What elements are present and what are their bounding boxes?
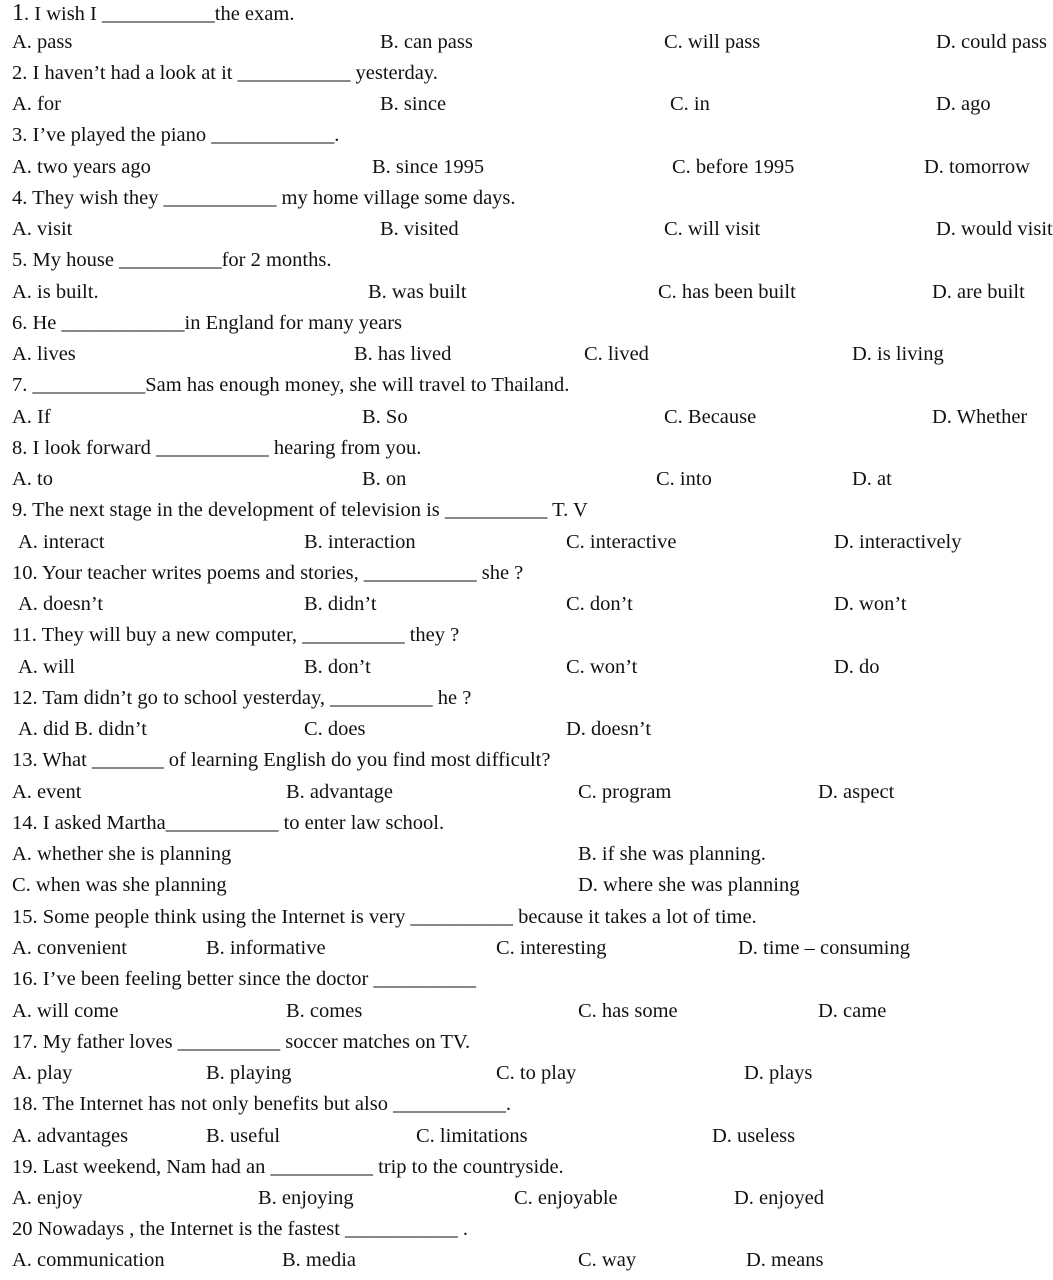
option-a[interactable]: A. doesn’t xyxy=(18,593,104,615)
question-text: 4. They wish they ___________ my home village some days. xyxy=(12,187,516,209)
question-text: 13. What _______ of learning English do you find most difficult? xyxy=(12,749,551,771)
option-c[interactable]: C. does xyxy=(304,718,366,740)
answer-blank[interactable]: ___________ xyxy=(156,437,269,459)
question-3 xyxy=(0,124,1024,155)
question-16 xyxy=(0,968,1024,999)
options-9 xyxy=(0,531,1024,562)
option-b[interactable]: B. enjoying xyxy=(258,1187,354,1209)
question-text: 2. I haven’t had a look at it ___________ yesterday. xyxy=(12,62,438,84)
options-14-row2 xyxy=(0,874,1024,905)
option-c[interactable]: C. interesting xyxy=(496,937,607,959)
option-d[interactable]: D. useless xyxy=(712,1125,796,1147)
option-c[interactable]: C. to play xyxy=(496,1062,577,1084)
answer-blank[interactable]: __________ xyxy=(330,687,433,709)
option-c[interactable]: C. lived xyxy=(584,343,649,365)
option-c[interactable]: C. has some xyxy=(578,1000,678,1022)
question-text: 18. The Internet has not only benefits but also ___________. xyxy=(12,1093,511,1115)
answer-blank[interactable]: __________ xyxy=(119,249,222,271)
question-text: 9. The next stage in the development of television is __________ T. V xyxy=(12,499,588,521)
options-12 xyxy=(0,718,1024,749)
question-text: 20 Nowadays , the Internet is the fastest ___________ . xyxy=(12,1218,469,1240)
option-b[interactable]: B. was built xyxy=(368,281,467,303)
option-d[interactable]: D. could pass xyxy=(936,31,1048,53)
option-a[interactable]: A. will xyxy=(18,656,75,678)
question-text: 8. I look forward ___________ hearing from you. xyxy=(12,437,422,459)
option-a[interactable]: A. communication xyxy=(12,1249,165,1271)
option-d[interactable]: D. would visit xyxy=(936,218,1053,240)
option-b[interactable]: B. useful xyxy=(206,1125,281,1147)
question-text: 11. They will buy a new computer, __________ they ? xyxy=(12,624,460,646)
question-20 xyxy=(0,1218,1024,1249)
answer-blank[interactable]: ___________ xyxy=(393,1093,506,1115)
option-d[interactable]: D. tomorrow xyxy=(924,156,1030,178)
option-d[interactable]: D. ago xyxy=(936,93,991,115)
option-b[interactable]: B. interaction xyxy=(304,531,416,553)
options-15 xyxy=(0,937,1024,968)
options-16 xyxy=(0,1000,1024,1031)
question-text: 7. ___________Sam has enough money, she will travel to Thailand. xyxy=(12,374,570,396)
option-d[interactable]: D. enjoyed xyxy=(734,1187,824,1209)
option-a[interactable]: A. lives xyxy=(12,343,76,365)
option-a[interactable]: A. visit xyxy=(12,218,73,240)
option-a[interactable]: A. enjoy xyxy=(12,1187,83,1209)
option-d[interactable]: D. do xyxy=(834,656,880,678)
options-20 xyxy=(0,1249,1024,1280)
question-text: 10. Your teacher writes poems and stories, ___________ she ? xyxy=(12,562,524,584)
option-c[interactable]: C. interactive xyxy=(566,531,677,553)
question-8 xyxy=(0,437,1024,468)
question-17 xyxy=(0,1031,1024,1062)
option-b[interactable]: B. has lived xyxy=(354,343,452,365)
answer-blank[interactable]: __________ xyxy=(373,968,476,990)
option-b[interactable]: B. So xyxy=(362,406,408,428)
question-13 xyxy=(0,749,1024,780)
question-text: 6. He ____________in England for many years xyxy=(12,312,402,334)
option-a[interactable]: A. play xyxy=(12,1062,73,1084)
option-b[interactable]: B. since 1995 xyxy=(372,156,485,178)
option-b[interactable]: B. since xyxy=(380,93,447,115)
option-b[interactable]: B. playing xyxy=(206,1062,292,1084)
option-d[interactable]: D. at xyxy=(852,468,892,490)
option-a[interactable]: A. whether she is planning xyxy=(12,843,232,865)
answer-blank[interactable]: ____________ xyxy=(211,124,335,146)
answer-blank[interactable]: __________ xyxy=(270,1156,373,1178)
question-text: 17. My father loves __________ soccer matches on TV. xyxy=(12,1031,471,1053)
option-d[interactable]: D. is living xyxy=(852,343,944,365)
answer-blank[interactable]: __________ xyxy=(177,1031,281,1053)
option-c[interactable]: C. enjoyable xyxy=(514,1187,618,1209)
answer-blank[interactable]: __________ xyxy=(302,624,405,646)
option-b[interactable]: B. advantage xyxy=(286,781,394,803)
option-d[interactable]: D. doesn’t xyxy=(566,718,652,740)
question-text: 15. Some people think using the Internet is very __________ because it takes a lot of time. xyxy=(12,906,757,928)
option-c[interactable]: C. will pass xyxy=(664,31,761,53)
option-c[interactable]: C. program xyxy=(578,781,672,803)
question-text: 5. My house __________for 2 months. xyxy=(12,249,332,271)
question-15 xyxy=(0,906,1024,937)
answer-blank[interactable]: __________ xyxy=(444,499,548,521)
answer-blank[interactable]: ___________ xyxy=(102,3,215,25)
answer-blank[interactable]: _______ xyxy=(91,749,164,771)
answer-blank[interactable]: ___________ xyxy=(363,562,477,584)
question-7 xyxy=(0,374,1024,405)
option-c[interactable]: C. Because xyxy=(664,406,757,428)
options-6 xyxy=(0,343,1024,374)
option-a[interactable]: A. If xyxy=(12,406,51,428)
option-a[interactable]: A. two years ago xyxy=(12,156,151,178)
option-b[interactable]: B. media xyxy=(282,1249,357,1271)
options-1 xyxy=(0,31,1048,62)
answer-blank[interactable]: ___________ xyxy=(32,374,146,396)
option-c[interactable]: C. don’t xyxy=(566,593,633,615)
option-a[interactable]: A. will come xyxy=(12,1000,119,1022)
option-b[interactable]: B. informative xyxy=(206,937,326,959)
question-10 xyxy=(0,562,1024,593)
option-c[interactable]: C. before 1995 xyxy=(672,156,795,178)
option-c[interactable]: C. limitations xyxy=(416,1125,528,1147)
answer-blank[interactable]: __________ xyxy=(410,906,514,928)
option-d[interactable]: D. time – consuming xyxy=(738,937,910,959)
options-7 xyxy=(0,406,1028,437)
options-5 xyxy=(0,281,1024,312)
option-a-b[interactable]: A. did B. didn’t xyxy=(18,718,147,740)
option-a[interactable]: A. advantages xyxy=(12,1125,129,1147)
option-a[interactable]: A. event xyxy=(12,781,82,803)
question-text: 16. I’ve been feeling better since the doctor __________ xyxy=(12,968,476,990)
option-b[interactable]: B. can pass xyxy=(380,31,473,53)
option-d[interactable]: D. interactively xyxy=(834,531,962,553)
answer-blank[interactable]: ___________ xyxy=(165,812,279,834)
option-b[interactable]: B. visited xyxy=(380,218,459,240)
option-c[interactable]: C. won’t xyxy=(566,656,638,678)
answer-blank[interactable]: ___________ xyxy=(237,62,351,84)
options-10 xyxy=(0,593,1024,624)
question-text: 12. Tam didn’t go to school yesterday, __________ he ? xyxy=(12,687,472,709)
option-d[interactable]: D. aspect xyxy=(818,781,895,803)
question-9 xyxy=(0,499,1024,530)
option-b[interactable]: B. don’t xyxy=(304,656,371,678)
options-19 xyxy=(0,1187,1024,1218)
option-a[interactable]: A. convenient xyxy=(12,937,127,959)
question-19 xyxy=(0,1156,1024,1187)
option-c[interactable]: C. way xyxy=(578,1249,637,1271)
option-c[interactable]: C. has been built xyxy=(658,281,796,303)
answer-blank[interactable]: ___________ xyxy=(163,187,277,209)
option-d[interactable]: D. plays xyxy=(744,1062,813,1084)
answer-blank[interactable]: ____________ xyxy=(61,312,185,334)
option-b[interactable]: B. didn’t xyxy=(304,593,377,615)
options-14-row1 xyxy=(0,843,1024,874)
options-13 xyxy=(0,781,1024,812)
options-17 xyxy=(0,1062,1024,1093)
option-c[interactable]: C. in xyxy=(670,93,710,115)
question-1 xyxy=(0,0,1024,31)
question-12 xyxy=(0,687,1024,718)
option-d[interactable]: D. are built xyxy=(932,281,1025,303)
option-d[interactable]: D. Whether xyxy=(932,406,1028,428)
question-text: 14. I asked Martha___________ to enter law school. xyxy=(12,812,445,834)
option-b[interactable]: B. on xyxy=(362,468,407,490)
option-d[interactable]: D. where she was planning xyxy=(578,874,800,896)
question-14 xyxy=(0,812,1024,843)
option-b[interactable]: B. comes xyxy=(286,1000,363,1022)
option-d[interactable]: D. came xyxy=(818,1000,887,1022)
option-a[interactable]: A. to xyxy=(12,468,53,490)
options-18 xyxy=(0,1125,1024,1156)
question-18 xyxy=(0,1093,1024,1124)
options-4 xyxy=(0,218,1053,249)
option-a[interactable]: A. pass xyxy=(12,31,73,53)
question-11 xyxy=(0,624,1024,655)
option-d[interactable]: D. means xyxy=(746,1249,824,1271)
option-d[interactable]: D. won’t xyxy=(834,593,907,615)
option-c[interactable]: C. into xyxy=(656,468,712,490)
question-text: 3. I’ve played the piano ____________. xyxy=(12,124,340,146)
option-c[interactable]: C. will visit xyxy=(664,218,761,240)
question-text: 19. Last weekend, Nam had an __________ trip to the countryside. xyxy=(12,1156,564,1178)
question-5 xyxy=(0,249,1024,280)
question-4 xyxy=(0,187,1024,218)
options-8 xyxy=(0,468,1024,499)
option-c[interactable]: C. when was she planning xyxy=(12,874,227,896)
options-11 xyxy=(0,656,1024,687)
option-b[interactable]: B. if she was planning. xyxy=(578,843,766,865)
question-2 xyxy=(0,62,1024,93)
options-3 xyxy=(0,156,1030,187)
question-text: 1. I wish I ___________the exam. xyxy=(12,0,295,26)
option-a[interactable]: A. for xyxy=(12,93,61,115)
options-2 xyxy=(0,93,1024,124)
option-a[interactable]: A. interact xyxy=(18,531,105,553)
question-6 xyxy=(0,312,1024,343)
option-a[interactable]: A. is built. xyxy=(12,281,99,303)
answer-blank[interactable]: ___________ xyxy=(345,1218,458,1240)
